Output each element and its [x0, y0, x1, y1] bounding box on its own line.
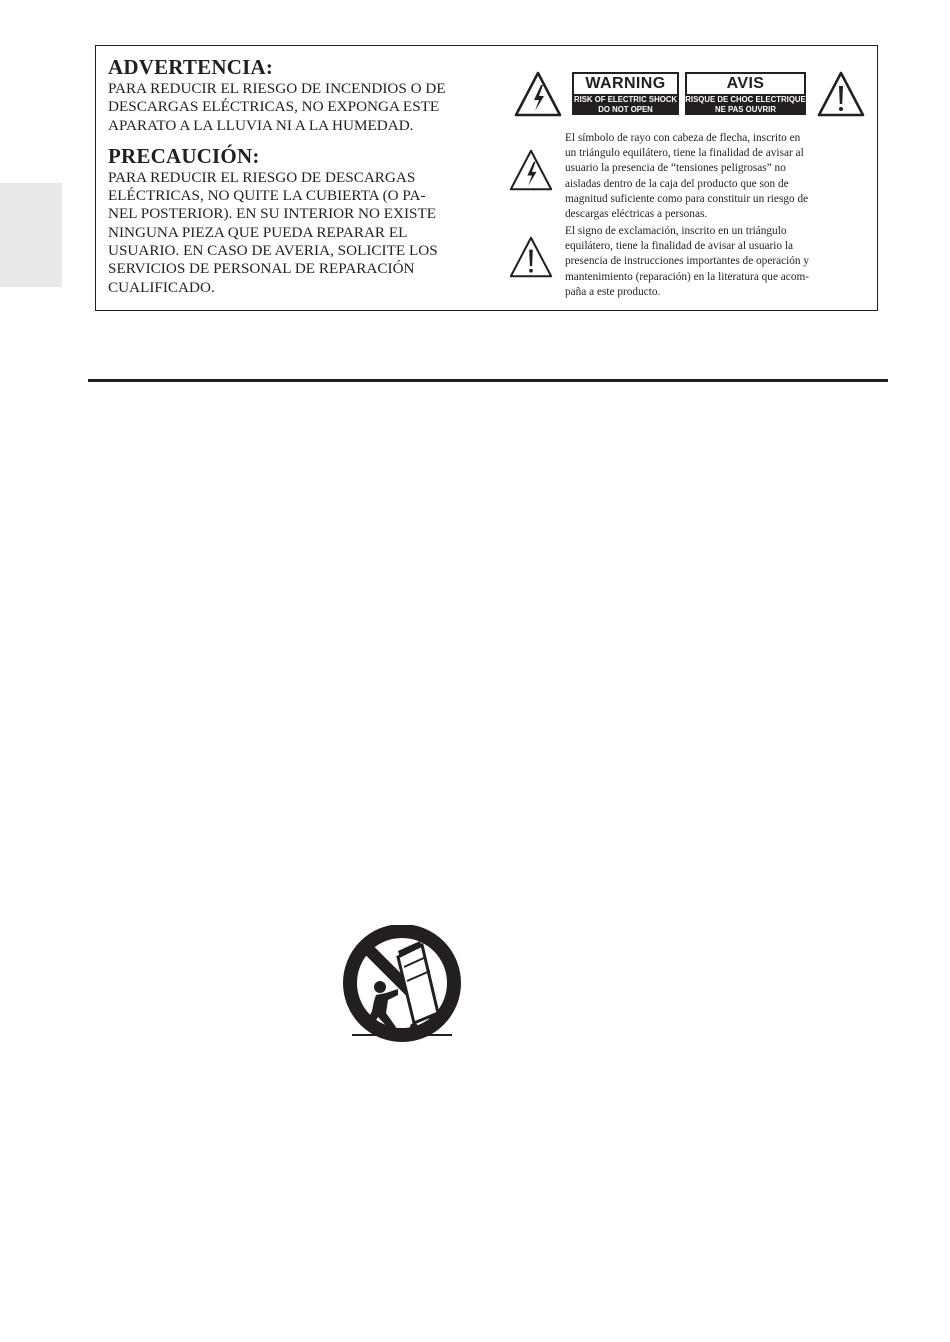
text-line: un triángulo equilátero, tiene la finalidad de avisar al [565, 147, 804, 160]
lightning-explanation-text [565, 131, 869, 222]
text-line: El signo de exclamación, inscrito en un triángulo [565, 225, 787, 237]
text-line: usuario la presencia de “tensiones peligrosas” no [565, 162, 786, 175]
text-line: PARA REDUCIR EL RIESGO DE INCENDIOS O DE [108, 80, 446, 97]
exclamation-triangle-icon [509, 235, 553, 279]
text-line: DESCARGAS ELÉCTRICAS, NO EXPONGA ESTE [108, 98, 440, 116]
avis-label-title: AVIS [687, 74, 804, 94]
avis-label-line: RISQUE DE CHOC ELECTRIQUE [685, 95, 806, 104]
text-line: NEL POSTERIOR). EN SU INTERIOR NO EXISTE [108, 205, 437, 223]
text-line: PARA REDUCIR EL RIESGO DE DESCARGAS [108, 168, 416, 186]
text-line: magnitud suficiente como para constituir un riesgo de [565, 192, 809, 205]
text-line: equilátero, tiene la finalidad de avisar al usuario la [565, 240, 794, 253]
lightning-triangle-icon [514, 71, 562, 117]
text-line: paña a este producto. [565, 285, 661, 298]
no-cart-tipover-icon [340, 925, 465, 1050]
exclamation-explanation-text [565, 224, 869, 300]
precaucion-heading: PRECAUCIÓN: [108, 143, 260, 168]
text-line: El símbolo de rayo con cabeza de flecha, inscrito en [565, 132, 801, 144]
section-divider [88, 379, 888, 382]
warning-text-column [108, 54, 468, 297]
warning-box [95, 45, 878, 311]
text-line: USUARIO. EN CASO DE AVERIA, SOLICITE LOS [108, 242, 438, 260]
warning-label-title: WARNING [574, 74, 677, 94]
avis-label [685, 72, 806, 115]
text-line: mantenimiento (reparación) en la literatura que acom- [565, 270, 810, 283]
warning-label-line: DO NOT OPEN [598, 104, 653, 114]
section-tab-marker [0, 183, 62, 287]
caution-label-row [514, 71, 866, 119]
text-line: APARATO A LA LLUVIA NI A LA HUMEDAD. [108, 116, 414, 134]
text-line: NINGUNA PIEZA QUE PUEDA REPARAR EL [108, 223, 408, 241]
avis-label-line: NE PAS OUVRIR [715, 104, 776, 114]
warning-label-line: RISK OF ELECTRIC SHOCK [573, 95, 678, 104]
text-line: SERVICIOS DE PERSONAL DE REPARACIÓN [108, 260, 415, 278]
lightning-explanation [509, 131, 869, 223]
precaucion-text [108, 169, 468, 297]
exclamation-triangle-icon [817, 71, 865, 117]
text-line: presencia de instrucciones importantes de operación y [565, 255, 810, 268]
warning-label [572, 72, 679, 115]
advertencia-heading: ADVERTENCIA: [108, 55, 274, 79]
advertencia-text [108, 80, 468, 135]
lightning-triangle-icon [509, 148, 553, 192]
exclamation-explanation [509, 224, 869, 304]
text-line: descargas eléctricas a personas. [565, 208, 708, 221]
text-line: aisladas dentro de la caja del producto que son de [565, 177, 789, 190]
text-line: ELÉCTRICAS, NO QUITE LA CUBIERTA (O PA- [108, 187, 426, 205]
text-line: CUALIFICADO. [108, 278, 215, 296]
